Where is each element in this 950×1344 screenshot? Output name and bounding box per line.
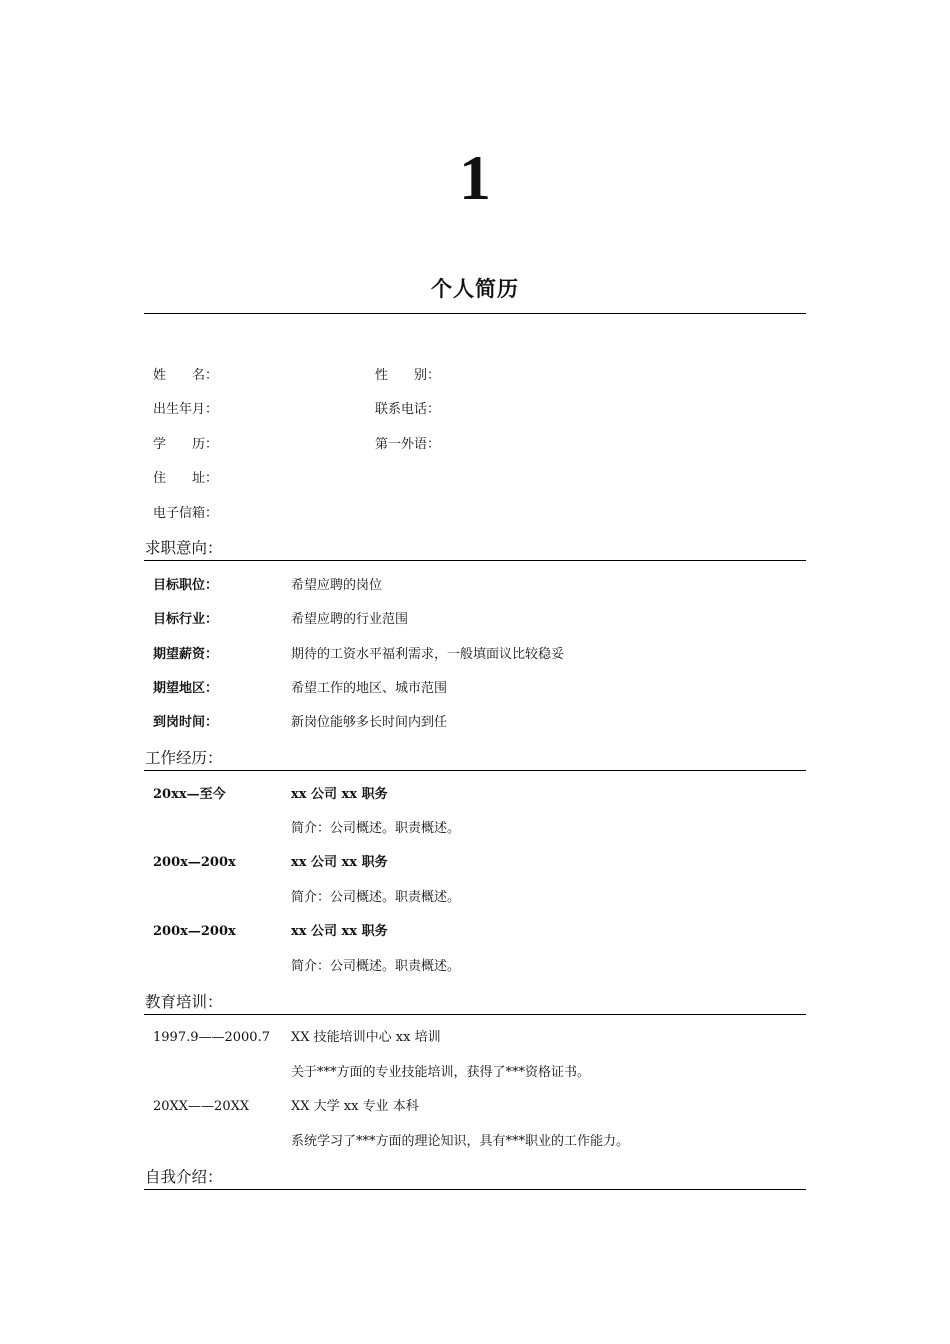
resume-title: 个人简历 xyxy=(431,276,519,301)
phone-label: 联系电话： xyxy=(375,402,441,417)
name-label: 姓 名： xyxy=(153,368,219,383)
work-description: 简介：公司概述。职责概述。 xyxy=(291,890,461,905)
education-school: XX 技能培训中心 xx 培训 xyxy=(291,1030,441,1045)
work-divider xyxy=(144,770,806,771)
self-intro-divider xyxy=(144,1189,806,1190)
title-divider xyxy=(144,313,806,314)
work-position: xx 公司 xx 职务 xyxy=(291,924,388,939)
work-position: xx 公司 xx 职务 xyxy=(291,787,388,802)
job-intent-label: 目标职位： xyxy=(153,578,219,593)
work-description: 简介：公司概述。职责概述。 xyxy=(291,959,461,974)
page-number: 1 xyxy=(459,142,491,213)
job-intent-value: 期待的工资水平福利需求，一般填面议比较稳妥 xyxy=(291,647,565,662)
education-description: 关于***方面的专业技能培训，获得了***资格证书。 xyxy=(291,1065,591,1080)
education-description: 系统学习了***方面的理论知识，具有***职业的工作能力。 xyxy=(291,1134,630,1149)
job-intent-label: 目标行业： xyxy=(153,612,219,627)
section-heading-work: 工作经历： xyxy=(145,749,223,767)
job-intent-label: 期望薪资： xyxy=(153,647,219,662)
section-heading-education: 教育培训： xyxy=(145,993,223,1011)
job-intent-divider xyxy=(144,560,806,561)
language-label: 第一外语： xyxy=(375,437,441,452)
job-intent-label: 到岗时间： xyxy=(153,715,219,730)
education-label: 学 历： xyxy=(153,437,219,452)
job-intent-value: 希望工作的地区、城市范围 xyxy=(291,681,448,696)
section-heading-self-intro: 自我介绍： xyxy=(145,1168,223,1186)
education-period: 20XX——20XX xyxy=(153,1099,250,1114)
education-period: 1997.9——2000.7 xyxy=(153,1030,270,1045)
job-intent-value: 新岗位能够多长时间内到任 xyxy=(291,715,448,730)
work-period: 20xx—至今 xyxy=(153,787,226,802)
section-heading-job-intent: 求职意向： xyxy=(145,539,223,557)
email-label: 电子信箱： xyxy=(153,506,219,521)
job-intent-value: 希望应聘的岗位 xyxy=(291,578,383,593)
education-divider xyxy=(144,1014,806,1015)
job-intent-label: 期望地区： xyxy=(153,681,219,696)
work-period: 200x—200x xyxy=(153,924,236,939)
education-school: XX 大学 xx 专业 本科 xyxy=(291,1099,419,1114)
work-position: xx 公司 xx 职务 xyxy=(291,855,388,870)
job-intent-value: 希望应聘的行业范围 xyxy=(291,612,409,627)
birth-label: 出生年月： xyxy=(153,402,219,417)
work-period: 200x—200x xyxy=(153,855,236,870)
gender-label: 性 别： xyxy=(375,368,441,383)
address-label: 住 址： xyxy=(153,471,219,486)
work-description: 简介：公司概述。职责概述。 xyxy=(291,821,461,836)
